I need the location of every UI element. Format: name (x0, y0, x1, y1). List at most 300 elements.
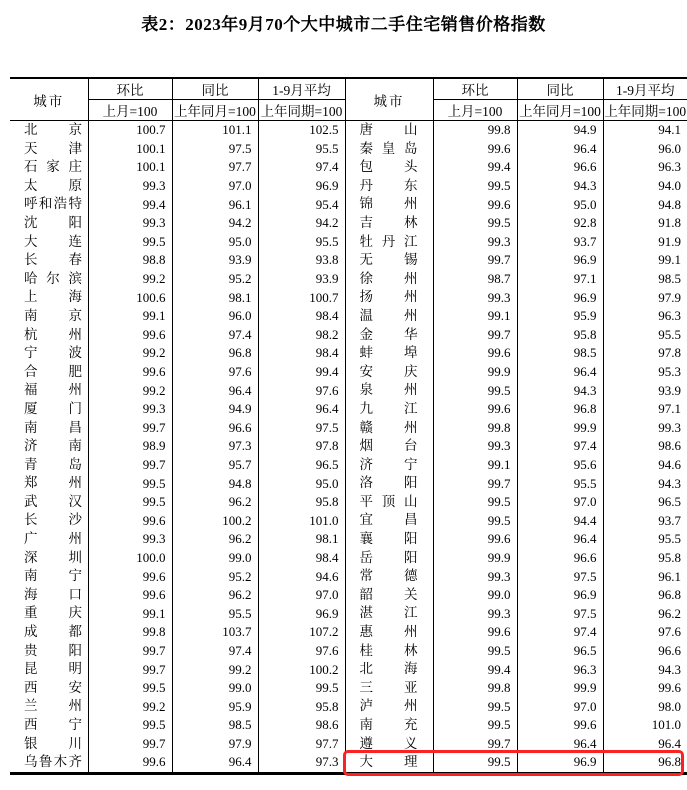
table-row (10, 753, 687, 773)
city-name: 长 春 (10, 251, 88, 270)
mom-index: 99.5 (433, 716, 517, 735)
avg-index: 96.4 (258, 400, 345, 419)
yoy-index: 97.5 (517, 604, 603, 623)
yoy-index: 99.9 (517, 679, 603, 698)
table-row (10, 511, 687, 530)
yoy-index: 95.2 (172, 567, 258, 586)
avg-index: 97.4 (258, 158, 345, 177)
city-name: 郑 州 (10, 474, 88, 493)
city-name: 遵 义 (345, 735, 433, 754)
yoy-index: 96.6 (172, 419, 258, 438)
city-name: 泸 州 (345, 697, 433, 716)
yoy-index: 100.2 (172, 511, 258, 530)
city-name: 包 头 (345, 158, 433, 177)
avg-index: 94.0 (658, 178, 681, 194)
city-name: 平 顶 山 (345, 493, 433, 512)
mom-index: 100.0 (88, 549, 172, 568)
yoy-index: 95.0 (517, 195, 603, 214)
city-name: 温 州 (345, 307, 433, 326)
table-row (10, 233, 687, 252)
yoy-index: 97.4 (517, 623, 603, 642)
header-avg-base-left: 上年同期=100 (258, 100, 345, 121)
yoy-index: 97.4 (172, 642, 258, 661)
mom-index: 98.7 (433, 270, 517, 289)
avg-index: 97.8 (658, 345, 681, 361)
mom-index: 99.1 (88, 307, 172, 326)
city-name: 吉 林 (345, 214, 433, 233)
city-name: 上 海 (10, 288, 88, 307)
avg-index: 95.5 (258, 140, 345, 159)
table-row (10, 716, 687, 735)
avg-index: 95.5 (658, 326, 681, 342)
avg-index: 96.2 (658, 605, 681, 621)
mom-index: 99.5 (433, 642, 517, 661)
city-name: 丹 东 (345, 177, 433, 196)
yoy-index: 96.0 (172, 307, 258, 326)
avg-index: 93.9 (258, 270, 345, 289)
avg-index: 93.7 (658, 512, 681, 528)
city-name: 惠 州 (345, 623, 433, 642)
mom-index: 99.4 (88, 195, 172, 214)
yoy-index: 97.3 (172, 437, 258, 456)
avg-index: 101.0 (258, 511, 345, 530)
header-yoy-base-right: 上年同月=100 (517, 100, 603, 121)
yoy-index: 95.9 (517, 307, 603, 326)
table-row (10, 567, 687, 586)
yoy-index: 97.9 (172, 735, 258, 754)
avg-index: 99.6 (658, 680, 681, 696)
mom-index: 99.6 (88, 567, 172, 586)
mom-index: 99.5 (433, 214, 517, 233)
mom-index: 100.1 (88, 158, 172, 177)
mom-index: 99.3 (433, 288, 517, 307)
yoy-index: 96.2 (172, 493, 258, 512)
mom-index: 99.1 (88, 604, 172, 623)
mom-index: 99.5 (433, 511, 517, 530)
table-header (10, 78, 687, 121)
city-name: 天 津 (10, 140, 88, 159)
mom-index: 99.7 (433, 251, 517, 270)
header-yoy-base-left: 上年同月=100 (172, 100, 258, 121)
city-name: 金 华 (345, 326, 433, 345)
avg-index: 96.3 (658, 159, 681, 175)
yoy-index: 96.4 (517, 363, 603, 382)
yoy-index: 97.0 (517, 493, 603, 512)
city-name: 合 肥 (10, 363, 88, 382)
avg-index: 94.3 (658, 475, 681, 491)
table-row (10, 140, 687, 159)
city-name: 武 汉 (10, 493, 88, 512)
table-row (10, 642, 687, 661)
mom-index: 99.2 (88, 344, 172, 363)
yoy-index: 96.9 (517, 251, 603, 270)
avg-index: 98.2 (258, 326, 345, 345)
mom-index: 99.2 (88, 381, 172, 400)
mom-index: 99.5 (88, 474, 172, 493)
yoy-index: 97.0 (517, 697, 603, 716)
city-name: 海 口 (10, 586, 88, 605)
yoy-index: 97.5 (517, 567, 603, 586)
city-name: 蚌 埠 (345, 344, 433, 363)
mom-index: 98.9 (88, 437, 172, 456)
mom-index: 99.6 (88, 586, 172, 605)
city-name: 深 圳 (10, 549, 88, 568)
avg-index: 97.6 (658, 624, 681, 640)
city-name: 锦 州 (345, 195, 433, 214)
avg-index: 98.6 (258, 716, 345, 735)
yoy-index: 95.2 (172, 270, 258, 289)
yoy-index: 94.3 (517, 381, 603, 400)
yoy-index: 96.4 (172, 753, 258, 773)
mom-index: 99.3 (433, 437, 517, 456)
header-row-top (10, 78, 687, 100)
mom-index: 99.8 (433, 121, 517, 140)
city-name: 济 宁 (345, 456, 433, 475)
avg-index: 93.9 (658, 382, 681, 398)
mom-index: 99.2 (88, 270, 172, 289)
mom-index: 99.7 (88, 660, 172, 679)
mom-index: 99.5 (433, 753, 517, 773)
mom-index: 99.8 (88, 623, 172, 642)
avg-index: 95.8 (658, 549, 681, 565)
mom-index: 99.6 (433, 530, 517, 549)
table-row (10, 697, 687, 716)
mom-index: 99.0 (433, 586, 517, 605)
yoy-index: 96.9 (517, 586, 603, 605)
avg-index: 94.6 (258, 567, 345, 586)
header-avg-base-right: 上年同期=100 (603, 100, 687, 121)
city-name: 徐 州 (345, 270, 433, 289)
yoy-index: 97.7 (172, 158, 258, 177)
avg-index: 97.6 (258, 642, 345, 661)
table-row (10, 270, 687, 289)
avg-index: 97.1 (658, 401, 681, 417)
yoy-index: 96.4 (517, 140, 603, 159)
table-row (10, 735, 687, 754)
mom-index: 99.3 (433, 604, 517, 623)
avg-index: 94.8 (658, 196, 681, 212)
avg-index: 98.1 (258, 530, 345, 549)
mom-index: 99.6 (433, 140, 517, 159)
table-row (10, 363, 687, 382)
city-name: 北 京 (10, 121, 88, 140)
avg-index: 97.5 (258, 419, 345, 438)
avg-index: 102.5 (258, 121, 345, 140)
yoy-index: 97.0 (172, 177, 258, 196)
table-row (10, 344, 687, 363)
yoy-index: 99.0 (172, 679, 258, 698)
avg-index: 93.8 (258, 251, 345, 270)
header-mom-base-right: 上月=100 (433, 100, 517, 121)
city-name: 大 理 (345, 753, 433, 773)
avg-index: 97.6 (258, 381, 345, 400)
avg-index: 99.1 (658, 252, 681, 268)
avg-index: 99.5 (258, 679, 345, 698)
city-name: 南 京 (10, 307, 88, 326)
avg-index: 96.5 (258, 456, 345, 475)
avg-index: 101.0 (651, 717, 681, 733)
yoy-index: 96.9 (517, 753, 603, 773)
avg-index: 97.3 (258, 753, 345, 773)
avg-index: 96.8 (658, 587, 681, 603)
avg-index: 94.3 (658, 661, 681, 677)
city-name: 北 海 (345, 660, 433, 679)
table-row (10, 419, 687, 438)
avg-index: 96.0 (658, 140, 681, 156)
city-name: 济 南 (10, 437, 88, 456)
city-name: 南 充 (345, 716, 433, 735)
city-name: 宁 波 (10, 344, 88, 363)
mom-index: 99.5 (88, 679, 172, 698)
avg-index: 98.4 (258, 307, 345, 326)
table-row (10, 121, 687, 140)
table-row (10, 437, 687, 456)
mom-index: 100.6 (88, 288, 172, 307)
mom-index: 98.8 (88, 251, 172, 270)
yoy-index: 99.0 (172, 549, 258, 568)
avg-index: 96.6 (658, 642, 681, 658)
city-name: 厦 门 (10, 400, 88, 419)
yoy-index: 99.6 (517, 716, 603, 735)
table-row (10, 530, 687, 549)
mom-index: 99.3 (88, 400, 172, 419)
yoy-index: 95.9 (172, 697, 258, 716)
mom-index: 99.6 (433, 344, 517, 363)
avg-index: 97.8 (258, 437, 345, 456)
avg-index: 98.4 (258, 549, 345, 568)
yoy-index: 96.1 (172, 195, 258, 214)
mom-index: 99.6 (88, 326, 172, 345)
yoy-index: 96.5 (517, 642, 603, 661)
yoy-index: 93.7 (517, 233, 603, 252)
city-name: 青 岛 (10, 456, 88, 475)
avg-index: 95.4 (258, 195, 345, 214)
city-name: 秦 皇 岛 (345, 140, 433, 159)
header-city-left: 城市 (10, 78, 88, 121)
avg-index: 95.5 (258, 233, 345, 252)
mom-index: 99.6 (88, 363, 172, 382)
table-row (10, 158, 687, 177)
avg-index: 96.9 (258, 604, 345, 623)
city-name: 三 亚 (345, 679, 433, 698)
avg-index: 98.5 (658, 271, 681, 287)
table-row (10, 400, 687, 419)
table-row (10, 679, 687, 698)
mom-index: 99.5 (88, 233, 172, 252)
table-row (10, 549, 687, 568)
table-title: 表2：2023年9月70个大中城市二手住宅销售价格指数 (141, 15, 546, 34)
avg-index: 98.6 (658, 438, 681, 454)
yoy-index: 95.7 (172, 456, 258, 475)
mom-index: 99.7 (433, 326, 517, 345)
yoy-index: 96.9 (517, 288, 603, 307)
mom-index: 99.5 (433, 177, 517, 196)
mom-index: 99.5 (433, 381, 517, 400)
yoy-index: 97.4 (517, 437, 603, 456)
avg-index: 97.7 (258, 735, 345, 754)
yoy-index: 94.2 (172, 214, 258, 233)
city-name: 西 宁 (10, 716, 88, 735)
yoy-index: 96.6 (517, 158, 603, 177)
city-name: 兰 州 (10, 697, 88, 716)
city-name: 哈 尔 滨 (10, 270, 88, 289)
table-row (10, 586, 687, 605)
city-name: 乌 鲁 木 齐 (10, 753, 88, 773)
avg-index: 94.6 (658, 456, 681, 472)
table-body (10, 121, 687, 774)
mom-index: 99.3 (88, 214, 172, 233)
mom-index: 99.3 (433, 233, 517, 252)
mom-index: 99.4 (433, 660, 517, 679)
yoy-index: 98.5 (172, 716, 258, 735)
yoy-index: 99.2 (172, 660, 258, 679)
header-avg-right: 1-9月平均 (603, 78, 687, 100)
yoy-index: 95.6 (517, 456, 603, 475)
yoy-index: 97.1 (517, 270, 603, 289)
avg-index: 97.0 (258, 586, 345, 605)
yoy-index: 96.4 (517, 530, 603, 549)
table-row (10, 474, 687, 493)
table-row (10, 288, 687, 307)
city-name: 宜 昌 (345, 511, 433, 530)
city-name: 长 沙 (10, 511, 88, 530)
price-index-table (10, 77, 687, 775)
mom-index: 99.6 (433, 623, 517, 642)
yoy-index: 97.5 (172, 140, 258, 159)
avg-index: 97.9 (658, 289, 681, 305)
city-name: 福 州 (10, 381, 88, 400)
mom-index: 100.7 (88, 121, 172, 140)
yoy-index: 95.5 (172, 604, 258, 623)
avg-index: 91.9 (658, 233, 681, 249)
mom-index: 100.1 (88, 140, 172, 159)
city-name: 烟 台 (345, 437, 433, 456)
mom-index: 99.6 (88, 753, 172, 773)
avg-index: 96.4 (658, 735, 681, 751)
mom-index: 99.9 (433, 549, 517, 568)
mom-index: 99.9 (433, 363, 517, 382)
yoy-index: 94.4 (517, 511, 603, 530)
city-name: 太 原 (10, 177, 88, 196)
yoy-index: 95.0 (172, 233, 258, 252)
table-row (10, 456, 687, 475)
mom-index: 99.7 (88, 735, 172, 754)
avg-index: 95.5 (658, 531, 681, 547)
avg-index: 98.0 (658, 698, 681, 714)
header-yoy-right: 同比 (517, 78, 603, 100)
avg-index: 91.8 (658, 215, 681, 231)
table-row (10, 623, 687, 642)
avg-index: 98.4 (258, 344, 345, 363)
city-name: 桂 林 (345, 642, 433, 661)
city-name: 扬 州 (345, 288, 433, 307)
header-yoy-left: 同比 (172, 78, 258, 100)
yoy-index: 96.4 (517, 735, 603, 754)
yoy-index: 92.8 (517, 214, 603, 233)
table-row (10, 177, 687, 196)
yoy-index: 96.8 (172, 344, 258, 363)
mom-index: 99.7 (433, 735, 517, 754)
yoy-index: 94.9 (517, 121, 603, 140)
yoy-index: 97.4 (172, 326, 258, 345)
yoy-index: 96.4 (172, 381, 258, 400)
table-row (10, 381, 687, 400)
table-row (10, 660, 687, 679)
mom-index: 99.6 (433, 400, 517, 419)
avg-index: 94.1 (658, 122, 681, 138)
avg-index: 95.0 (258, 474, 345, 493)
table-row (10, 251, 687, 270)
yoy-index: 98.1 (172, 288, 258, 307)
mom-index: 99.7 (88, 419, 172, 438)
yoy-index: 96.2 (172, 586, 258, 605)
mom-index: 99.3 (433, 567, 517, 586)
city-name: 襄 阳 (345, 530, 433, 549)
city-name: 大 连 (10, 233, 88, 252)
avg-index: 96.8 (658, 754, 681, 770)
city-name: 银 川 (10, 735, 88, 754)
city-name: 广 州 (10, 530, 88, 549)
mom-index: 99.5 (433, 697, 517, 716)
table-row (10, 326, 687, 345)
city-name: 重 庆 (10, 604, 88, 623)
mom-index: 99.1 (433, 456, 517, 475)
city-name: 湛 江 (345, 604, 433, 623)
mom-index: 99.5 (433, 493, 517, 512)
city-name: 九 江 (345, 400, 433, 419)
city-name: 南 昌 (10, 419, 88, 438)
header-avg-left: 1-9月平均 (258, 78, 345, 100)
table-row (10, 214, 687, 233)
yoy-index: 97.6 (172, 363, 258, 382)
city-name: 昆 明 (10, 660, 88, 679)
avg-index: 95.3 (658, 364, 681, 380)
avg-index: 94.2 (258, 214, 345, 233)
yoy-index: 96.2 (172, 530, 258, 549)
avg-index: 96.3 (658, 308, 681, 324)
table-row (10, 604, 687, 623)
avg-index: 96.5 (658, 494, 681, 510)
city-name: 呼 和 浩 特 (10, 195, 88, 214)
avg-index: 95.8 (258, 493, 345, 512)
mom-index: 99.7 (433, 474, 517, 493)
mom-index: 99.5 (88, 493, 172, 512)
city-name: 石 家 庄 (10, 158, 88, 177)
city-name: 杭 州 (10, 326, 88, 345)
city-name: 岳 阳 (345, 549, 433, 568)
city-name: 成 都 (10, 623, 88, 642)
city-name: 牡 丹 江 (345, 233, 433, 252)
mom-index: 99.3 (88, 530, 172, 549)
table-row (10, 307, 687, 326)
city-name: 沈 阳 (10, 214, 88, 233)
mom-index: 99.7 (88, 456, 172, 475)
yoy-index: 94.3 (517, 177, 603, 196)
city-name: 贵 阳 (10, 642, 88, 661)
mom-index: 99.8 (433, 679, 517, 698)
avg-index: 100.7 (258, 288, 345, 307)
city-name: 安 庆 (345, 363, 433, 382)
mom-index: 99.3 (88, 177, 172, 196)
city-name: 赣 州 (345, 419, 433, 438)
header-mom-right: 环比 (433, 78, 517, 100)
mom-index: 99.5 (88, 716, 172, 735)
city-name: 泉 州 (345, 381, 433, 400)
yoy-index: 98.5 (517, 344, 603, 363)
mom-index: 99.6 (433, 195, 517, 214)
yoy-index: 95.8 (517, 326, 603, 345)
avg-index: 100.2 (258, 660, 345, 679)
